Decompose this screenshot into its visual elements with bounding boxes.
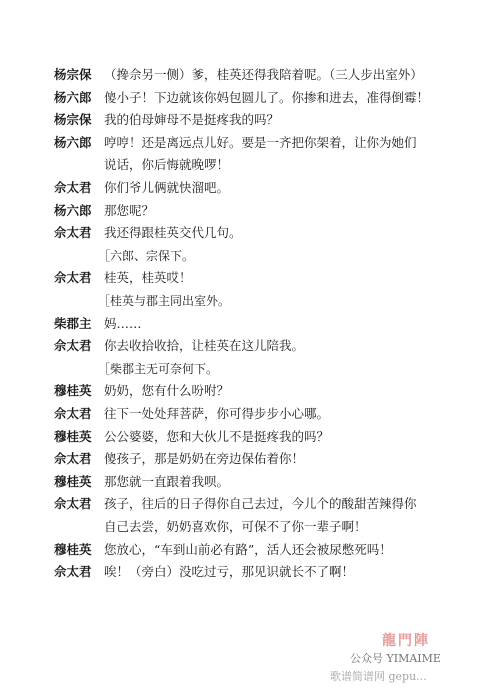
dialogue-text: 您放心，“车到山前必有路”，活人还会被尿憋死吗！ [104, 541, 392, 557]
dialogue-line [54, 335, 474, 357]
dialogue-line [54, 313, 474, 335]
dialogue-text: 桂英，桂英哎！ [104, 270, 192, 286]
stage-direction [54, 290, 474, 312]
dialogue-text: 你去收拾收拾，让桂英在这儿陪我。 [104, 338, 305, 354]
dialogue-text: 你们爷儿俩就快溜吧。 [104, 180, 230, 195]
dialogue-line [54, 380, 474, 402]
speaker-name: 佘太君 [54, 270, 92, 286]
dialogue-line [54, 403, 474, 425]
watermark-logo: 龍門陣 [382, 633, 430, 649]
dialogue-line [54, 426, 474, 448]
speaker-name: 佘太君 [54, 338, 92, 354]
dialogue-text: 哼哼！还是离远点儿好。要是一齐把你架着，让你为她们 [104, 134, 417, 150]
dialogue-line [54, 132, 474, 154]
dialogue-text: 奶奶，您有什么吩咐？ [104, 383, 230, 399]
watermark-site: 歌谱简谱网 gepu... [330, 670, 427, 683]
dialogue-text: 唉！（旁白）没吃过亏，那见识就长不了啊！ [104, 564, 355, 580]
stage-direction-text: ［六郎、宗保下。 [98, 248, 195, 263]
dialogue-text: 说话，你后悔就晚啰！ [104, 157, 230, 173]
dialogue-line [54, 539, 474, 561]
dialogue-text: 那您就一直跟着我呗。 [104, 473, 230, 489]
dialogue-text: 傻孩子，那是奶奶在旁边保佑着你！ [104, 451, 305, 467]
dialogue-text: 那您呢？ [104, 202, 155, 218]
stage-direction [54, 245, 474, 267]
dialogue-line [54, 87, 474, 109]
speaker-name: 佘太君 [54, 496, 92, 512]
speaker-name: 佘太君 [54, 406, 92, 421]
dialogue-line [54, 200, 474, 222]
dialogue-line [54, 448, 474, 470]
speaker-name: 穆桂英 [54, 428, 92, 444]
speaker-name: 佘太君 [54, 564, 92, 580]
dialogue-line [54, 154, 474, 176]
stage-direction-text: ［桂英与郡主同出室外。 [98, 294, 231, 308]
dialogue-text: 自己去尝，奶奶喜欢你，可保不了你一辈子啊！ [104, 519, 367, 534]
speaker-name: 杨六郎 [54, 134, 92, 150]
dialogue-text: 公公婆婆，您和大伙儿不是挺疼我的吗？ [104, 428, 330, 444]
dialogue-text: 妈…… [104, 315, 142, 331]
stage-direction-text: ［柴郡主无可奈何下。 [98, 361, 219, 376]
speaker-name: 佘太君 [54, 451, 92, 467]
speaker-name: 佘太君 [54, 225, 92, 241]
dialogue-line [54, 177, 474, 199]
dialogue-text: 往下一处处拜菩萨，你可得步步小心哪。 [104, 406, 330, 421]
speaker-name: 穆桂英 [54, 473, 92, 489]
speaker-name: 杨六郎 [54, 89, 92, 105]
dialogue-text: 傻小子！下边就该你妈包圆儿了。你掺和进去，准得倒霉！ [104, 89, 430, 105]
dialogue-line [54, 64, 474, 86]
watermark-account: 公众号 YIMAIME [350, 652, 441, 665]
speaker-name: 杨宗保 [54, 67, 92, 82]
dialogue-line [54, 109, 474, 131]
dialogue-line [54, 493, 474, 515]
dialogue-line [54, 471, 474, 493]
dialogue-line [54, 561, 474, 583]
dialogue-text: （搀佘另一侧）爹，桂英还得我陪着呢。（三人步出室外） [104, 67, 423, 82]
dialogue-text: 孩子，往后的日子得你自己去过，今儿个的酸甜苦辣得你 [104, 496, 417, 512]
dialogue-line [54, 222, 474, 244]
dialogue-line [54, 267, 474, 289]
speaker-name: 杨六郎 [54, 202, 92, 218]
speaker-name: 穆桂英 [54, 383, 92, 399]
speaker-name: 柴郡主 [54, 315, 92, 331]
stage-direction [54, 358, 474, 380]
speaker-name: 穆桂英 [54, 541, 92, 557]
speaker-name: 杨宗保 [54, 112, 92, 128]
dialogue-text: 我的伯母婶母不是挺疼我的吗？ [104, 112, 280, 128]
dialogue-line [54, 516, 474, 538]
speaker-name: 佘太君 [54, 180, 92, 195]
dialogue-text: 我还得跟桂英交代几句。 [104, 225, 242, 241]
